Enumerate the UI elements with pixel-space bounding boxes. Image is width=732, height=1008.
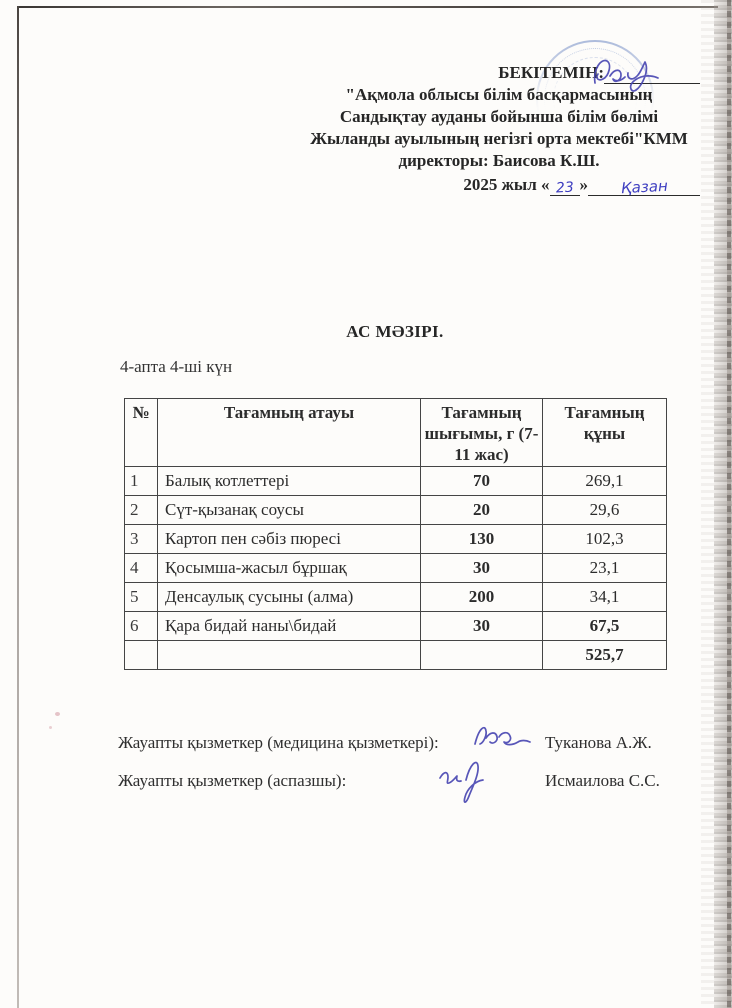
dish-cost: 23,1 — [543, 554, 667, 583]
dish-grams: 130 — [421, 525, 543, 554]
signature-medical — [472, 722, 534, 750]
org-line-3: Жыланды ауылының негізгі орта мектебі"КММ — [310, 129, 688, 148]
table-header-row — [125, 399, 667, 467]
dish-name: Картоп пен сәбіз пюресі — [158, 525, 421, 554]
row-number — [125, 641, 158, 670]
approve-label: БЕКІТЕМІН: — [498, 63, 604, 82]
handwritten-day: 23 — [550, 177, 580, 196]
row-number: 2 — [125, 496, 158, 525]
date-line — [298, 174, 700, 196]
col-header-dish-name: Тағамның атауы — [158, 399, 421, 467]
dish-cost: 34,1 — [543, 583, 667, 612]
medical-worker-label: Жауапты қызметкер (медицина қызметкері): — [118, 733, 439, 752]
col-header-output-grams: Тағамның шығымы, г (7-11 жас) — [421, 399, 543, 467]
org-line-4: директоры: Баисова К.Ш. — [398, 151, 600, 170]
pencil-speckle — [49, 726, 52, 729]
dish-name: Сүт-қызанақ соусы — [158, 496, 421, 525]
org-line-1: "Ақмола облысы білім басқармасының — [345, 85, 653, 104]
table-row — [125, 583, 667, 612]
table-row — [125, 467, 667, 496]
dish-name — [158, 641, 421, 670]
dish-grams: 20 — [421, 496, 543, 525]
dish-grams — [421, 641, 543, 670]
page-title: АС МӘЗІРІ. — [346, 322, 444, 341]
week-day-subtitle: 4-апта 4-ші күн — [120, 357, 233, 376]
handwritten-month: Қазан — [588, 177, 700, 196]
total-cost: 525,7 — [543, 641, 667, 670]
table-row — [125, 612, 667, 641]
medical-worker-name: Туканова А.Ж. — [545, 733, 652, 752]
row-number: 3 — [125, 525, 158, 554]
pencil-speckle — [55, 712, 60, 716]
org-line-2: Сандықтау ауданы бойынша білім бөлімі — [339, 107, 659, 126]
table-total-row — [125, 641, 667, 670]
dish-name: Қосымша-жасыл бұршақ — [158, 554, 421, 583]
menu-table — [124, 398, 667, 670]
row-number: 4 — [125, 554, 158, 583]
dish-name: Балық котлеттері — [158, 467, 421, 496]
dish-cost: 269,1 — [543, 467, 667, 496]
scan-right-dark-streak — [727, 0, 731, 1008]
dish-cost: 67,5 — [543, 612, 667, 641]
cook-name: Исмаилова С.С. — [545, 771, 660, 790]
dish-name: Денсаулық сусыны (алма) — [158, 583, 421, 612]
scan-right-faint-band — [701, 0, 714, 1008]
table-row — [125, 554, 667, 583]
col-header-cost: Тағамның құны — [543, 399, 667, 467]
table-row — [125, 525, 667, 554]
scan-left-edge — [17, 6, 19, 1008]
row-number: 5 — [125, 583, 158, 612]
dish-grams: 200 — [421, 583, 543, 612]
row-number: 6 — [125, 612, 158, 641]
signature-cook — [436, 758, 494, 806]
dish-cost: 29,6 — [543, 496, 667, 525]
col-header-number: № — [125, 399, 158, 467]
signature-director — [588, 52, 670, 96]
date-close-quote: » — [579, 175, 588, 194]
row-number: 1 — [125, 467, 158, 496]
dish-cost: 102,3 — [543, 525, 667, 554]
dish-grams: 30 — [421, 554, 543, 583]
cook-label: Жауапты қызметкер (аспазшы): — [118, 771, 347, 790]
dish-grams: 30 — [421, 612, 543, 641]
dish-grams: 70 — [421, 467, 543, 496]
dish-name: Қара бидай наны\бидай — [158, 612, 421, 641]
table-row — [125, 496, 667, 525]
scan-top-edge — [17, 6, 718, 8]
date-prefix: 2025 жыл « — [463, 175, 550, 194]
